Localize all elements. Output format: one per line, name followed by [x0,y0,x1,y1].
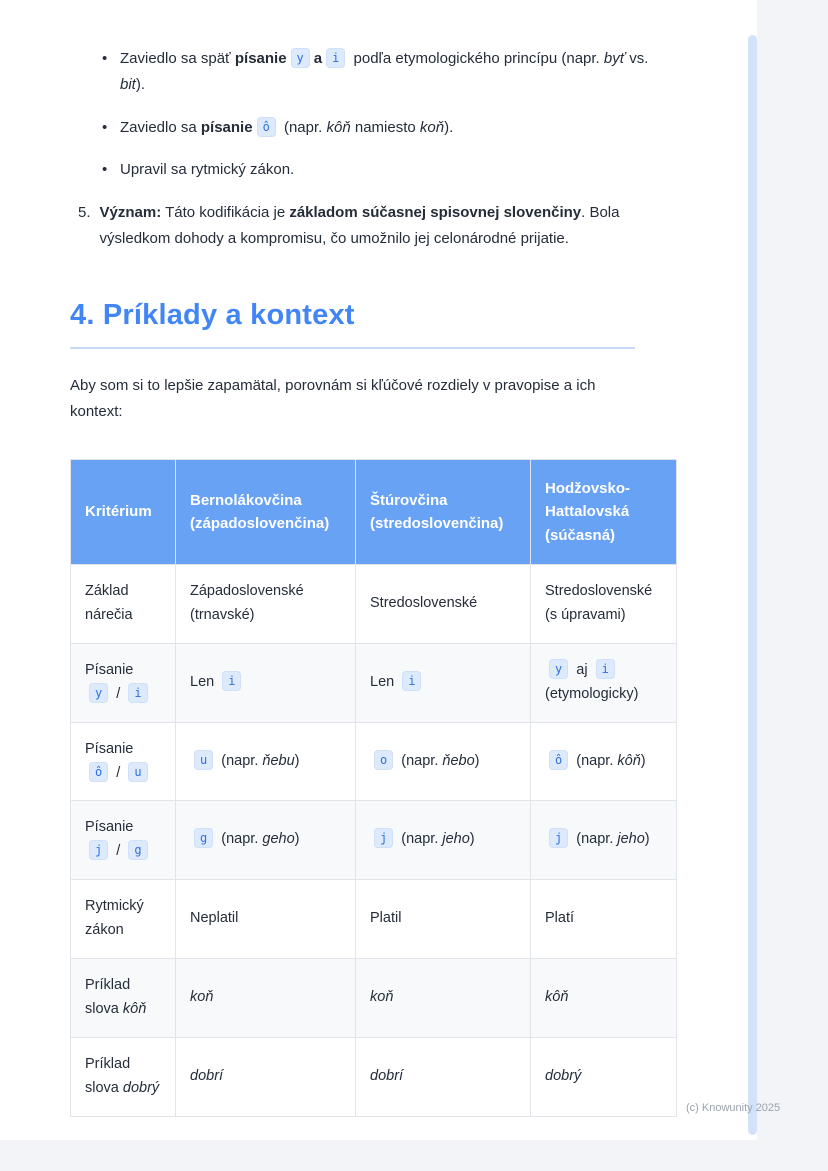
table-cell: j (napr. jeho) [531,801,677,880]
row-header: Písanie y / i [71,643,176,722]
italic-text: geho [262,831,295,848]
column-header: Hodžovsko-Hattalovská (súčasná) [531,460,677,565]
table-row [71,564,677,643]
row-header: Príklad slova kôň [71,959,176,1038]
italic-text: kôň [122,1001,147,1018]
scrollbar-thumb[interactable] [748,35,757,1135]
code-chip: u [194,750,213,770]
list-item: • Zaviedlo sa písanie ô (napr. kôň namiesto koň). [100,115,656,141]
list-item: • Upravil sa rytmický zákon. [100,157,656,183]
code-chip: ô [257,117,276,137]
italic-text: koň [190,989,214,1006]
italic-text: kôň [617,752,641,769]
italic-text: kôň [326,118,351,136]
italic-text: ňebu [262,752,295,769]
italic-text: dobrí [190,1067,224,1084]
table-cell: g (napr. geho) [176,801,356,880]
italic-text: dobrý [545,1067,582,1084]
row-header: Základ nárečia [71,564,176,643]
row-header: Rytmický zákon [71,880,176,959]
code-chip: i [326,48,345,68]
numbered-item [78,200,638,253]
bold-text: a [313,50,323,67]
copyright-text: (c) Knowunity 2025 [686,1102,781,1114]
table-cell [356,959,531,1038]
code-chip: y [291,48,310,68]
code-chip: y [89,683,108,703]
table-cell: u (napr. ňebu) [176,722,356,801]
row-header: Príklad slova dobrý [71,1038,176,1117]
intro-paragraph: Aby som si to lepšie zapamätal, porovnám si kľúčové rozdiely v pravopise a ich kontext: [70,376,596,420]
list-item: • Zaviedlo sa späť písanie y a i podľa etymologického princípu (napr. byť vs. bit). [100,46,656,98]
code-chip: i [402,671,421,691]
row-header: Písanie j / g [71,801,176,880]
table-row [71,643,677,722]
table-cell: y aj i (etymologicky) [531,643,677,722]
bold-text: Význam: [99,204,162,222]
code-chip: j [549,828,568,848]
bold-text: písanie [234,50,287,67]
numbered-item-text: Význam: Táto kodifikácia je základom súčasnej spisovnej slovenčiny. Bola výsledkom dohody a kompromisu, čo umožnilo jej celonárodné prijatie. [99,204,620,248]
table-cell [356,1038,531,1117]
bold-text: písanie [200,118,253,136]
heading-divider [70,347,635,349]
code-chip: i [596,659,615,679]
table-cell [531,1038,677,1117]
table-cell [176,959,356,1038]
italic-text: jeho [442,831,470,848]
code-chip: u [128,762,147,782]
italic-text: ňebo [442,752,475,769]
table-row [71,959,677,1038]
italic-text: koň [370,989,394,1006]
code-chip: j [89,840,108,860]
table-cell [176,1038,356,1117]
list-number: 5. [78,204,91,222]
italic-text: dobrý [122,1079,160,1096]
italic-text: bit [120,75,136,93]
column-header: Štúrovčina (stredoslovenčina) [356,460,531,565]
table-cell: Stredoslovenské [356,564,531,643]
table-cell: j (napr. jeho) [356,801,531,880]
code-chip: g [194,828,213,848]
table-cell [531,959,677,1038]
italic-text: byť [603,50,626,67]
code-chip: y [549,659,568,679]
table-cell: Len i [356,643,531,722]
comparison-table [70,459,677,1117]
table-row [71,801,677,880]
table-cell: Platil [356,880,531,959]
table-row [71,1038,677,1117]
bullet-list [100,46,656,183]
table-cell: Neplatil [176,880,356,959]
code-chip: ô [89,762,108,782]
code-chip: j [374,828,393,848]
code-chip: g [128,840,147,860]
table-cell: Stredoslovenské (s úpravami) [531,564,677,643]
table-header-row [71,460,677,565]
table-cell: Platí [531,880,677,959]
code-chip: ô [549,750,568,770]
section-heading: 4. Príklady a kontext [70,298,355,331]
code-chip: i [128,683,147,703]
table-row [71,880,677,959]
column-header: Kritérium [71,460,176,565]
table-head [71,460,677,565]
column-header: Bernolákovčina (západoslovenčina) [176,460,356,565]
code-chip: o [374,750,393,770]
bold-text: základom súčasnej spisovnej slovenčiny [289,204,582,222]
italic-text: koň [419,118,445,136]
table-cell: o (napr. ňebo) [356,722,531,801]
italic-text: jeho [617,831,645,848]
table-cell: Len i [176,643,356,722]
table-cell: ô (napr. kôň) [531,722,677,801]
table-row [71,722,677,801]
row-header: Písanie ô / u [71,722,176,801]
italic-text: dobrí [370,1067,404,1084]
table-cell: Západoslovenské (trnavské) [176,564,356,643]
code-chip: i [222,671,241,691]
italic-text: kôň [545,989,569,1006]
table-body [71,564,677,1116]
